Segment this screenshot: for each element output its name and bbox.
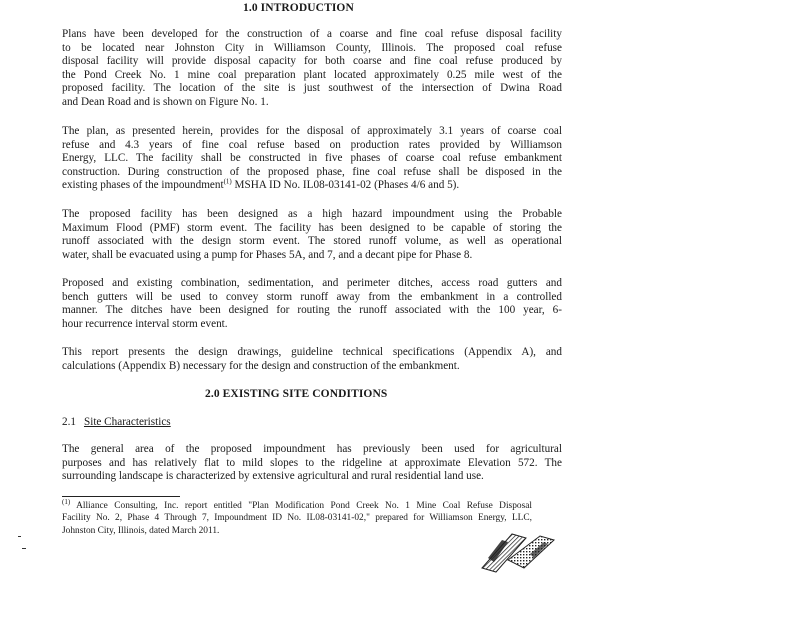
paragraph-site-characteristics — [62, 443, 562, 484]
text-run: MSHA ID No. IL08-03141-02 (Phases 4/6 and 5). — [231, 179, 460, 192]
paragraph-2 — [62, 125, 562, 193]
text-line — [62, 497, 532, 512]
subsection-heading — [62, 416, 171, 428]
text-line: refuse and 4.3 years of fine coal refuse based on production rates provided by Williamson — [62, 138, 562, 151]
section-heading-existing-site-conditions: 2.0 EXISTING SITE CONDITIONS — [205, 388, 388, 400]
text-line: purposes and has relatively flat to mild slopes to the ridgeline at approximate Elevation 572. The — [62, 456, 562, 469]
text-line: surrounding landscape is characterized by extensive agricultural and rural residential land use. — [62, 470, 484, 483]
engineer-seal-icon — [478, 530, 558, 574]
text-line: calculations (Appendix B) necessary for the design and construction of the embankment. — [62, 359, 460, 372]
text-run: Alliance Consulting, Inc. report entitled "Plan Modification Pond Creek No. 1 Mine Coal Refuse Disposal — [70, 501, 532, 511]
text-line: Plans have been developed for the construction of a coarse and fine coal refuse disposal facility — [62, 28, 562, 40]
paragraph-1 — [62, 28, 562, 110]
text-line: hour recurrence interval storm event. — [62, 317, 228, 330]
text-line: and Dean Road and is shown on Figure No. 1. — [62, 95, 269, 108]
text-line: manner. The ditches have been designed for routing the runoff associated with the 100 year, 6- — [62, 304, 562, 317]
text-line — [62, 179, 562, 193]
scan-speck — [18, 536, 21, 537]
paragraph-4 — [62, 277, 562, 331]
text-line: Johnston City, Illinois, dated March 2011. — [62, 525, 220, 536]
section-heading-introduction: 1.0 INTRODUCTION — [243, 2, 354, 14]
text-line: runoff associated with the design storm event. The stored runoff volume, as well as operational — [62, 235, 562, 248]
text-line: to be located near Johnston City in Williamson County, Illinois. The proposed coal refuse — [62, 41, 562, 54]
subsection-title: Site Characteristics — [83, 416, 171, 428]
text-line: construction. During construction of the proposed phase, fine coal refuse shall be disposed in the — [62, 165, 562, 178]
subsection-number: 2.1 — [62, 416, 76, 428]
footnote-marker: (1) — [62, 497, 71, 506]
text-line: The general area of the proposed impoundment has previously been used for agricultural — [62, 443, 562, 455]
text-line: proposed facility. The location of the site is just southwest of the intersection of Dwina Road — [62, 82, 562, 95]
text-line: The proposed facility has been designed as a high hazard impoundment using the Probable — [62, 208, 562, 220]
text-line: Energy, LLC. The facility shall be constructed in five phases of coarse coal refuse embankment — [62, 152, 562, 165]
text-line: This report presents the design drawings, guideline technical specifications (Appendix A), and — [62, 346, 562, 358]
footnote — [62, 497, 532, 537]
text-line: disposal facility will provide disposal capacity for both coarse and fine coal refuse produced by — [62, 55, 562, 68]
footnote-separator — [62, 496, 180, 497]
text-run: existing phases of the impoundment — [62, 179, 224, 192]
text-line: water, shall be evacuated using a pump for Phases 5A, and 7, and a decant pipe for Phase 8. — [62, 248, 473, 261]
text-line: Proposed and existing combination, sedimentation, and perimeter ditches, access road gutters and — [62, 277, 562, 289]
scan-speck — [22, 548, 26, 549]
text-line: The plan, as presented herein, provides for the disposal of approximately 3.1 years of coarse coal — [62, 125, 562, 137]
text-line: bench gutters will be used to convey storm runoff away from the embankment in a controlled — [62, 290, 562, 303]
paragraph-5 — [62, 346, 562, 373]
text-line: the Pond Creek No. 1 mine coal preparation plant located approximately 0.25 mile west of the — [62, 68, 562, 81]
text-line: Facility No. 2, Phase 4 Through 7, Impoundment ID No. IL08-03141-02," prepared for Williamson Energy, LLC, — [62, 513, 532, 524]
paragraph-3 — [62, 208, 562, 262]
text-line: Maximum Flood (PMF) storm event. The facility has been designed to be capable of storing the — [62, 221, 562, 234]
footnote-reference: (1) — [223, 177, 232, 186]
